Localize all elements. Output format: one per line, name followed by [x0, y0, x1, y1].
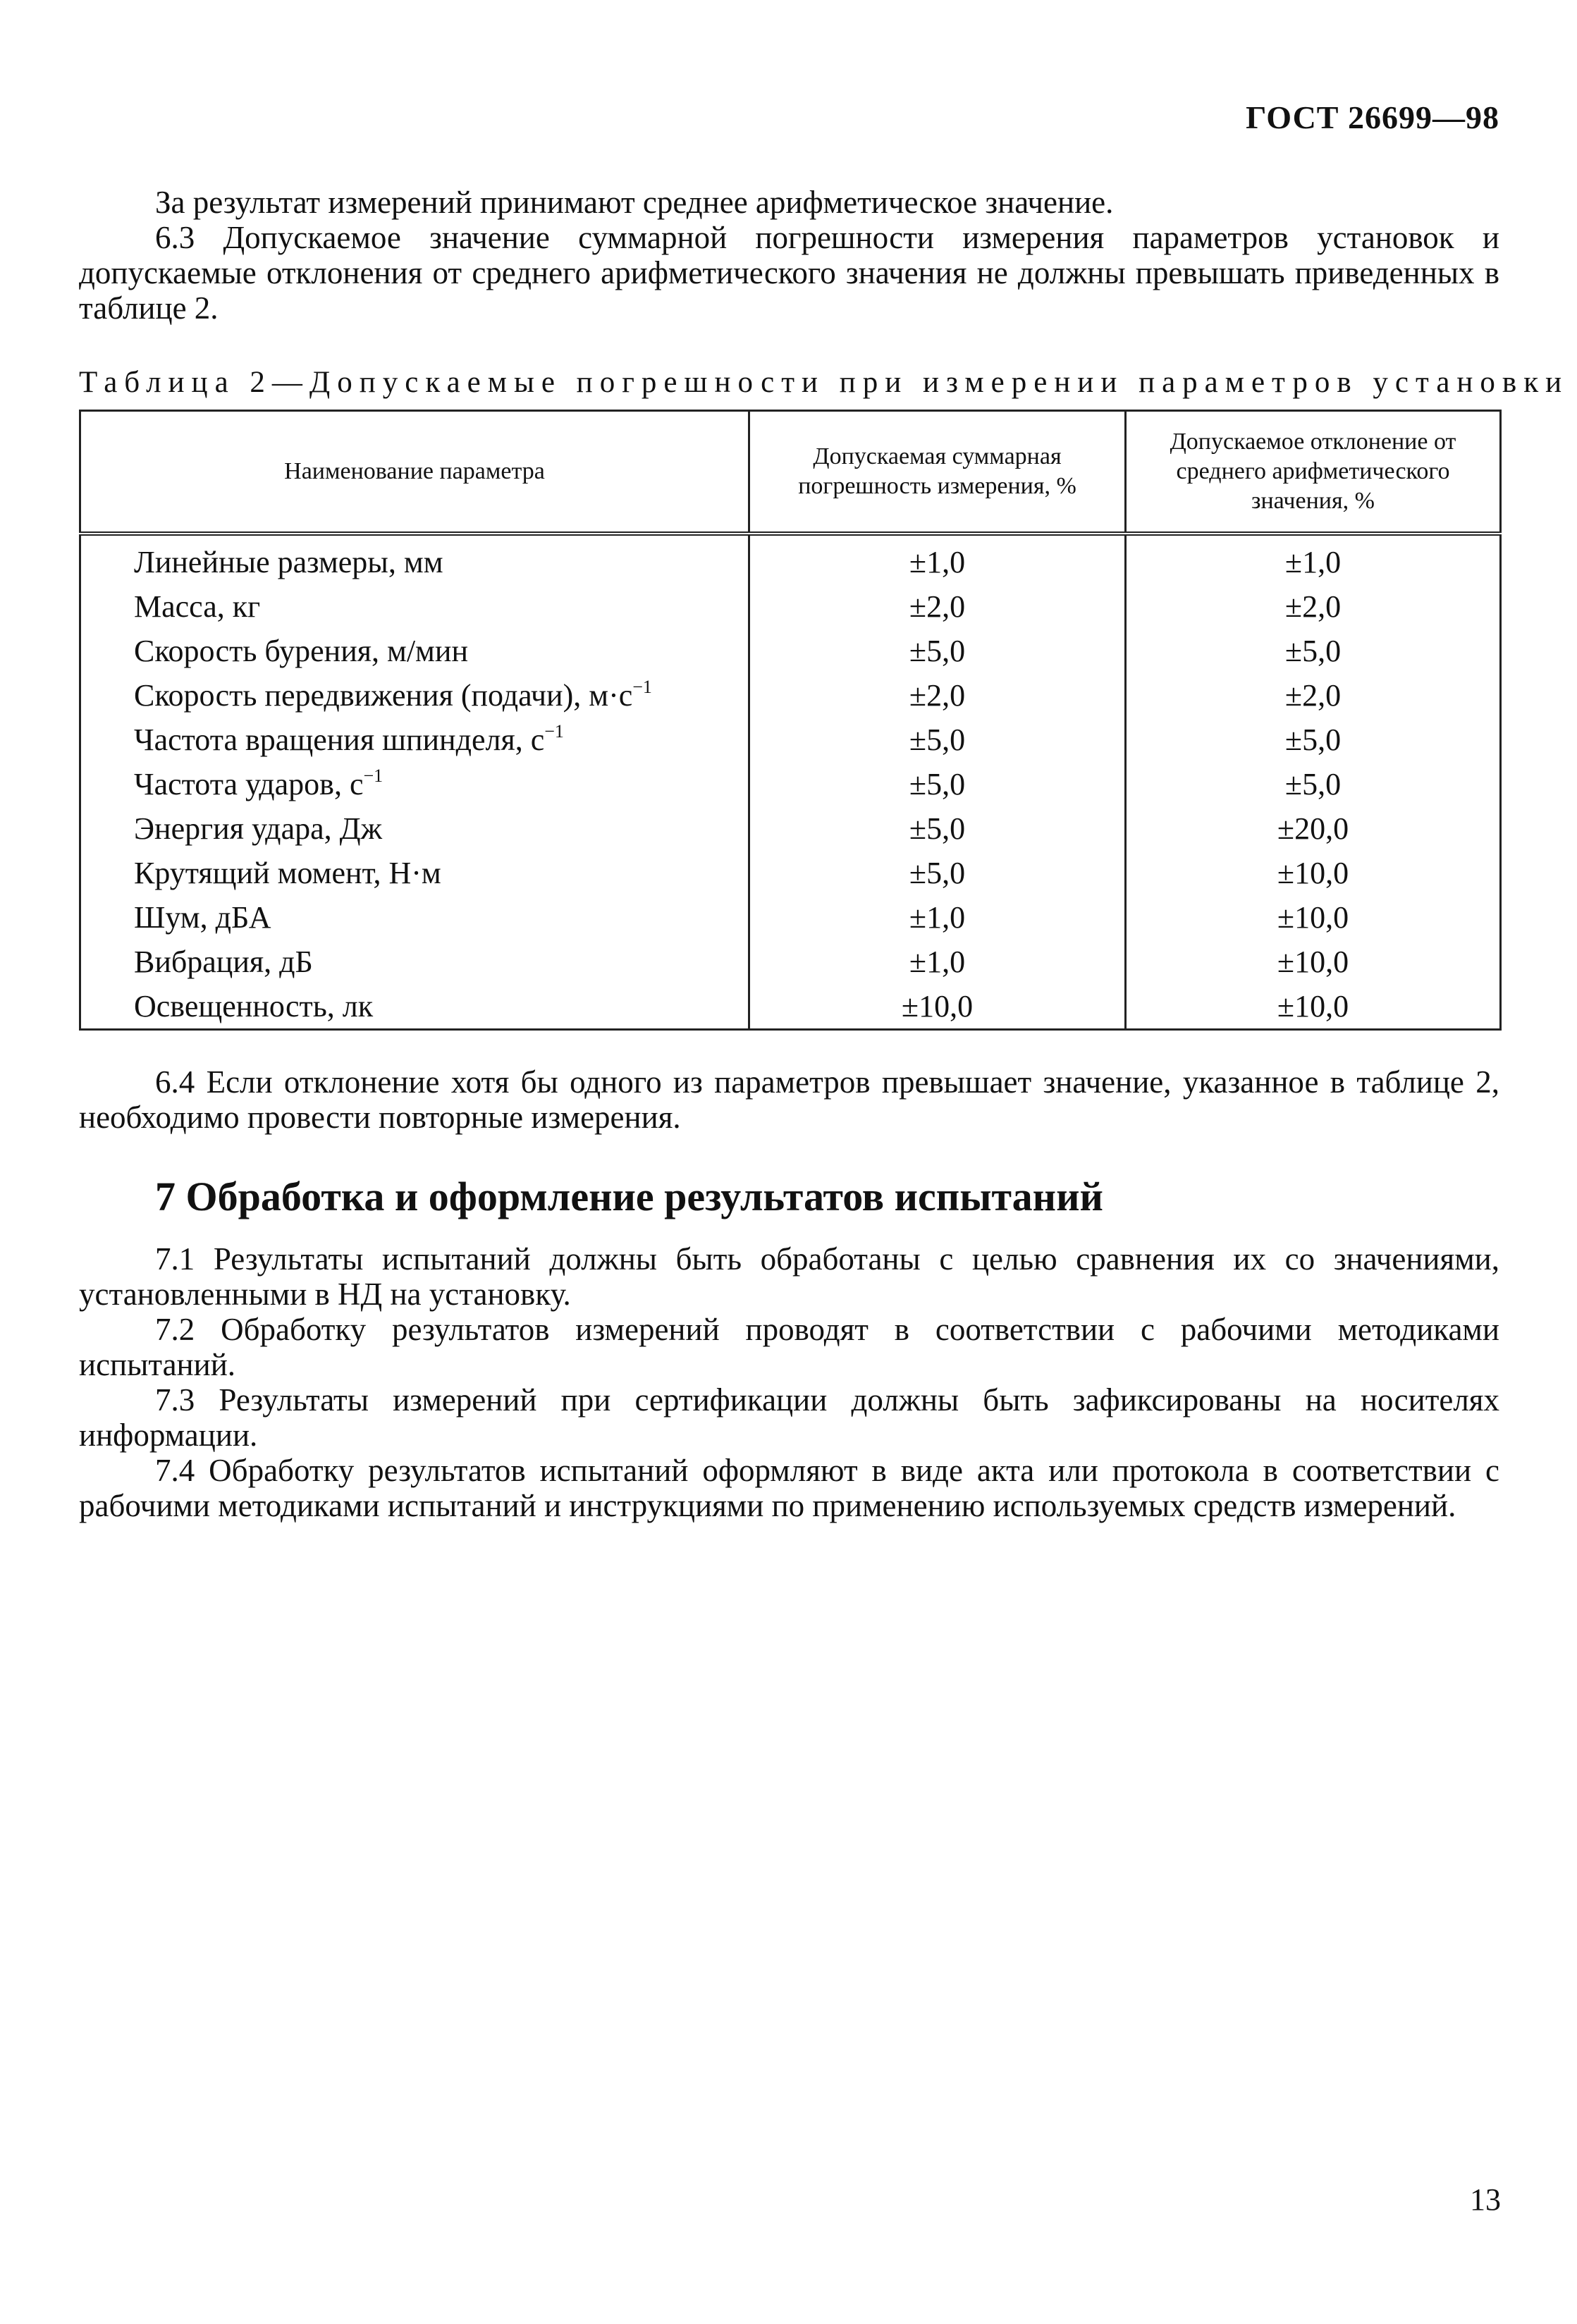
parameter-exponent: −1 — [363, 766, 383, 786]
page-content — [79, 185, 1569, 1523]
cell-total-error: ±1,0 — [749, 895, 1126, 940]
cell-deviation: ±10,0 — [1126, 984, 1501, 1030]
cell-total-error: ±1,0 — [749, 940, 1126, 984]
cell-deviation: ±2,0 — [1126, 584, 1501, 629]
cell-deviation: ±5,0 — [1126, 762, 1501, 806]
paragraph-7-2: 7.2 Обработку результатов измерений проводят в соответствии с рабочими методиками испытаний. — [79, 1312, 1499, 1382]
cell-deviation: ±1,0 — [1126, 534, 1501, 584]
cell-total-error: ±10,0 — [749, 984, 1126, 1030]
cell-parameter — [80, 984, 749, 1030]
table-header-row — [80, 411, 1501, 534]
cell-parameter — [80, 895, 749, 940]
cell-total-error: ±5,0 — [749, 718, 1126, 762]
table-caption: Таблица 2—Допускаемые погрешности при измерении параметров установки — [79, 366, 1569, 399]
table-row — [80, 806, 1501, 851]
cell-deviation: ±2,0 — [1126, 673, 1501, 718]
cell-parameter — [80, 534, 749, 584]
cell-deviation: ±10,0 — [1126, 851, 1501, 895]
cell-parameter — [80, 584, 749, 629]
table-row — [80, 534, 1501, 584]
cell-deviation: ±5,0 — [1126, 718, 1501, 762]
intro-paragraph-2: 6.3 Допускаемое значение суммарной погрешности измерения параметров установок и допускаемые отклонения от среднего арифметического значения не должны превышать приведенных в таблице 2. — [79, 220, 1499, 326]
paragraph-7-3: 7.3 Результаты измерений при сертификации должны быть зафиксированы на носителях информации. — [79, 1382, 1499, 1453]
parameter-name: Скорость передвижения (подачи), м·с — [134, 678, 633, 713]
table-row — [80, 673, 1501, 718]
cell-deviation: ±10,0 — [1126, 940, 1501, 984]
table-row — [80, 851, 1501, 895]
parameter-exponent: −1 — [544, 721, 564, 742]
cell-deviation: ±5,0 — [1126, 629, 1501, 673]
cell-parameter — [80, 718, 749, 762]
table-row — [80, 762, 1501, 806]
paragraph-6-4: 6.4 Если отклонение хотя бы одного из параметров превышает значение, указанное в таблице 2, необходимо провести повторные измерения. — [79, 1064, 1499, 1135]
header-total-error: Допускаемая суммарная погрешность измерения, % — [749, 411, 1126, 534]
parameter-name: Вибрация, дБ — [134, 945, 313, 979]
header-deviation: Допускаемое отклонение от среднего арифметического значения, % — [1126, 411, 1501, 534]
cell-parameter — [80, 940, 749, 984]
parameter-name: Частота вращения шпинделя, с — [134, 723, 545, 757]
cell-parameter — [80, 851, 749, 895]
cell-total-error: ±5,0 — [749, 629, 1126, 673]
parameter-name: Скорость бурения, м/мин — [134, 634, 468, 668]
document-header: ГОСТ 26699—98 — [1246, 99, 1499, 135]
parameter-exponent: −1 — [632, 677, 652, 697]
cell-parameter — [80, 673, 749, 718]
cell-deviation: ±20,0 — [1126, 806, 1501, 851]
parameter-name: Освещенность, лк — [134, 989, 374, 1023]
table-row — [80, 629, 1501, 673]
cell-total-error: ±5,0 — [749, 806, 1126, 851]
cell-total-error: ±1,0 — [749, 534, 1126, 584]
parameter-name: Линейные размеры, мм — [134, 545, 443, 579]
table-row — [80, 984, 1501, 1030]
table-row — [80, 718, 1501, 762]
table-body — [80, 534, 1501, 1030]
tolerance-table — [79, 410, 1502, 1031]
intro-paragraph-1: За результат измерений принимают среднее арифметическое значение. — [155, 185, 1114, 220]
parameter-name: Частота ударов, с — [134, 767, 364, 801]
cell-deviation: ±10,0 — [1126, 895, 1501, 940]
cell-total-error: ±2,0 — [749, 584, 1126, 629]
paragraph-7-4: 7.4 Обработку результатов испытаний оформляют в виде акта или протокола в соответствии с рабочими методиками испытаний и инструкциями по применению используемых средств измерений. — [79, 1453, 1499, 1523]
cell-total-error: ±5,0 — [749, 851, 1126, 895]
cell-total-error: ±5,0 — [749, 762, 1126, 806]
table-row — [80, 584, 1501, 629]
paragraph-7-1: 7.1 Результаты испытаний должны быть обработаны с целью сравнения их со значениями, установленными в НД на установку. — [79, 1241, 1499, 1312]
parameter-name: Крутящий момент, Н·м — [134, 856, 441, 890]
section-7-title: 7 Обработка и оформление результатов испытаний — [155, 1174, 1103, 1219]
table-row — [80, 940, 1501, 984]
cell-parameter — [80, 762, 749, 806]
page-number: 13 — [1470, 2182, 1501, 2217]
parameter-name: Энергия удара, Дж — [134, 811, 383, 846]
table-row — [80, 895, 1501, 940]
cell-parameter — [80, 629, 749, 673]
parameter-name: Шум, дБА — [134, 900, 271, 935]
cell-total-error: ±2,0 — [749, 673, 1126, 718]
cell-parameter — [80, 806, 749, 851]
header-parameter: Наименование параметра — [80, 411, 749, 534]
parameter-name: Масса, кг — [134, 589, 261, 624]
